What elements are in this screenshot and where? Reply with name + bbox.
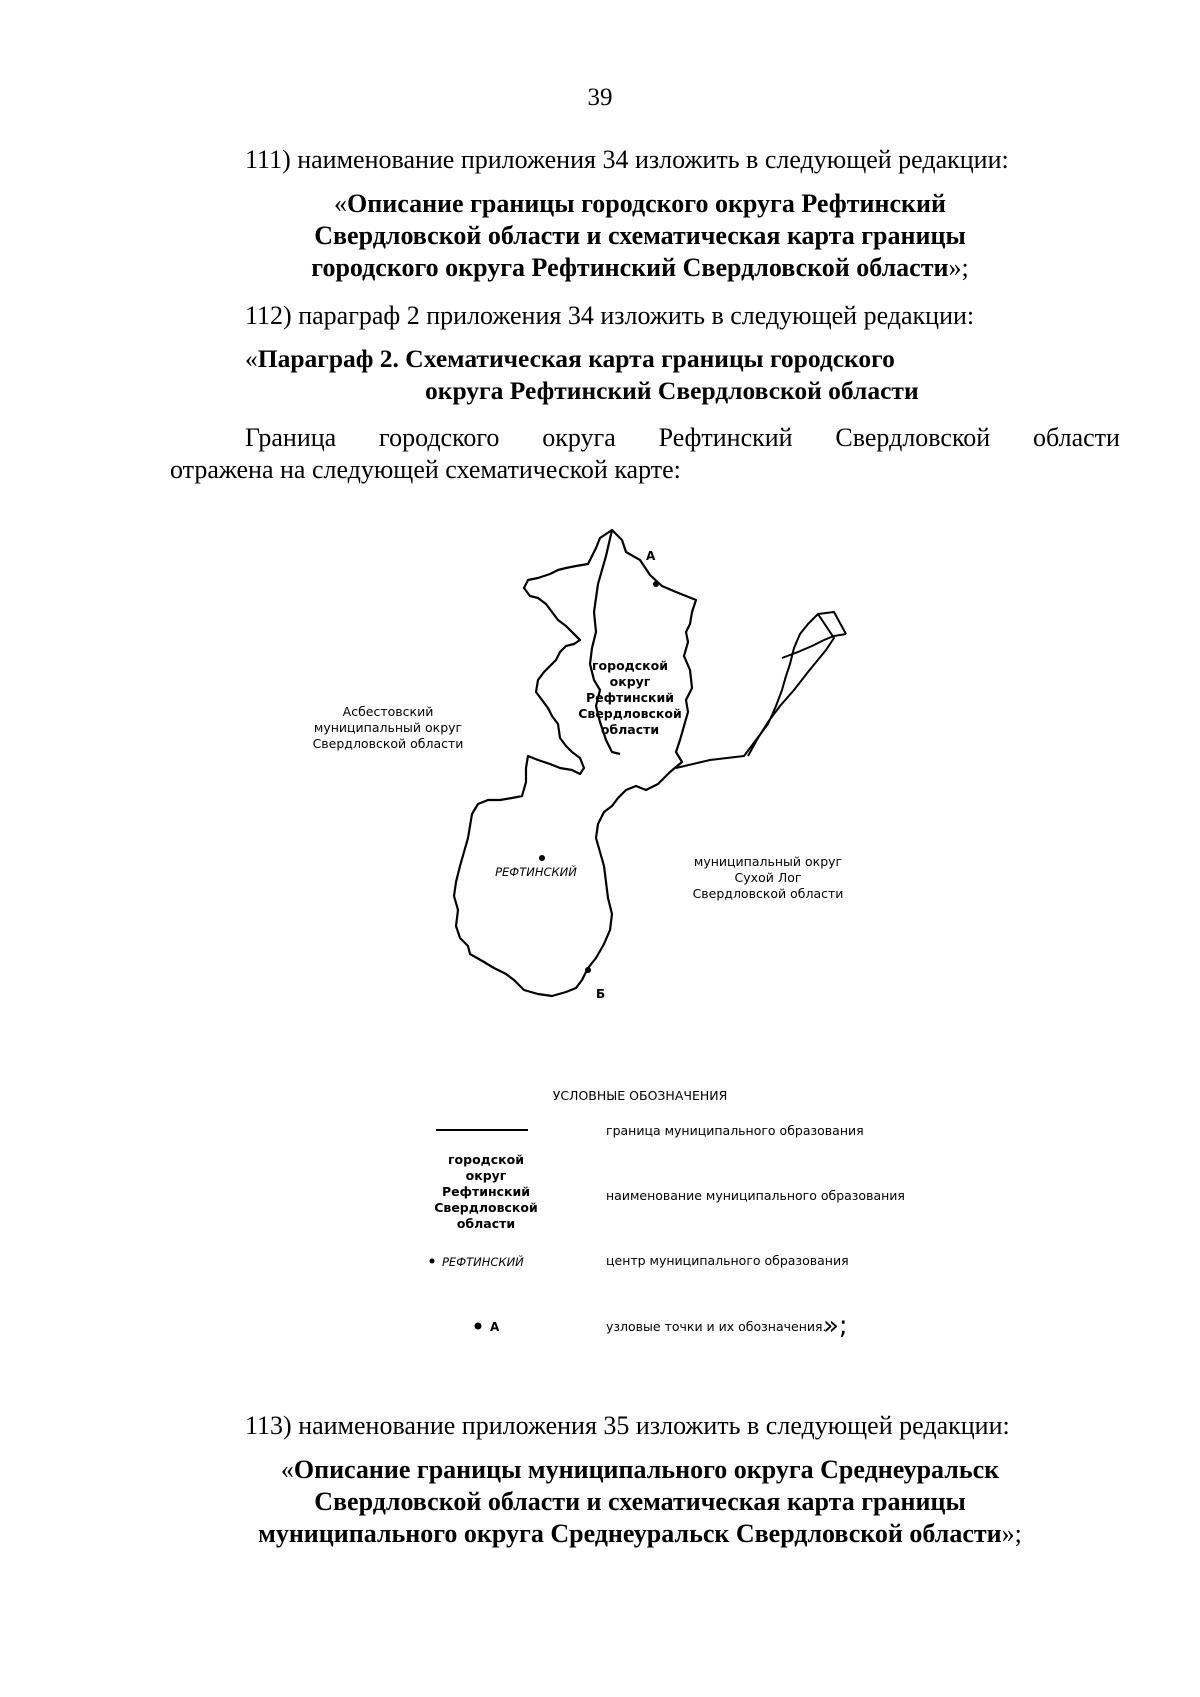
boundary-line: [782, 634, 846, 658]
legend-node-sample: А: [490, 1320, 500, 1334]
open-quote: «: [280, 1455, 294, 1484]
word: округа: [542, 423, 616, 452]
legend-name-sample: [434, 1152, 538, 1231]
legend-sample-line: Свердловской: [434, 1200, 538, 1215]
node-point-icon: [585, 967, 591, 973]
map-label-line: Свердловской: [578, 706, 682, 721]
item-113: 113) наименование приложения 35 изложить в следующей редакции:: [245, 1411, 1010, 1440]
heading-line: муниципального округа Среднеуральск Свердловской области: [258, 1519, 1002, 1548]
town-label: РЕФТИНСКИЙ: [495, 865, 577, 879]
legend-sample-line: округ: [465, 1168, 507, 1183]
heading-line: Свердловской области и схематическая карта границы: [314, 221, 966, 250]
open-quote: «: [334, 189, 348, 218]
legend-boundary-desc: граница муниципального образования: [606, 1123, 864, 1138]
map-label-line: Асбестовский: [342, 704, 434, 719]
word: Рефтинский: [658, 423, 793, 452]
item-111: 111) наименование приложения 34 изложить в следующей редакции:: [245, 145, 1009, 174]
map-label-line: муниципальный округ: [693, 854, 843, 869]
map-label-line: муниципальный округ: [313, 720, 463, 735]
word: области: [1033, 423, 1120, 452]
legend-close-quote: »;: [823, 1311, 848, 1341]
heading-line: Свердловской области и схематическая карта границы: [314, 1487, 966, 1516]
node-point-icon: [653, 581, 659, 587]
heading-line: Параграф 2. Схематическая карта границы городского: [257, 344, 895, 373]
map-label-line: Свердловской области: [692, 886, 844, 901]
close-quote: »;: [948, 253, 969, 282]
map-right-label: [693, 854, 844, 901]
legend-title: УСЛОВНЫЕ ОБОЗНАЧЕНИЯ: [552, 1088, 728, 1103]
map-label-line: области: [600, 722, 660, 737]
open-quote: «: [245, 344, 258, 373]
heading-line: Описание границы городского округа Рефтинский: [347, 189, 946, 218]
word: городского: [379, 423, 500, 452]
legend-center-desc: центр муниципального образования: [606, 1253, 849, 1268]
heading-line: Описание границы муниципального округа Среднеуральск: [293, 1455, 1000, 1484]
legend-sample-line: Рефтинский: [441, 1184, 531, 1199]
word: Граница: [245, 423, 337, 452]
page-number: 39: [587, 84, 613, 111]
heading-line: округа Рефтинский Свердловской области: [425, 376, 919, 405]
map-label-line: Сухой Лог: [734, 870, 802, 885]
body-text-line-2: отражена на следующей схематической карте:: [170, 455, 681, 484]
legend-center-dot-icon: [430, 1259, 435, 1264]
map-label-line: Свердловской области: [312, 736, 464, 751]
close-quote: »;: [1001, 1519, 1022, 1548]
legend-node-desc: узловые точки и их обозначения.: [606, 1319, 827, 1334]
map-label-line: округ: [609, 674, 651, 689]
legend-node-dot-icon: [475, 1323, 482, 1330]
town-center-dot-icon: [539, 855, 545, 861]
boundary-line: [676, 614, 834, 768]
legend-center-sample: РЕФТИНСКИЙ: [442, 1255, 524, 1269]
legend-name-desc: наименование муниципального образования: [606, 1188, 905, 1203]
heading-appendix-35: [160, 1454, 1120, 1550]
point-b-label: Б: [596, 987, 606, 1001]
map-label-line: Рефтинский: [585, 690, 675, 705]
item-112: 112) параграф 2 приложения 34 изложить в следующей редакции:: [245, 301, 975, 330]
legend-sample-line: городской: [448, 1152, 524, 1167]
boundary-line: [454, 530, 696, 996]
legend-sample-line: области: [456, 1216, 516, 1231]
boundary-line: [818, 612, 846, 634]
map-center-label: [578, 658, 682, 737]
heading-line: городского округа Рефтинский Свердловской области: [311, 253, 949, 282]
map-label-line: городской: [592, 658, 668, 673]
word: Свердловской: [835, 423, 991, 452]
map-left-label: [313, 704, 464, 751]
point-a-label: А: [646, 549, 656, 563]
